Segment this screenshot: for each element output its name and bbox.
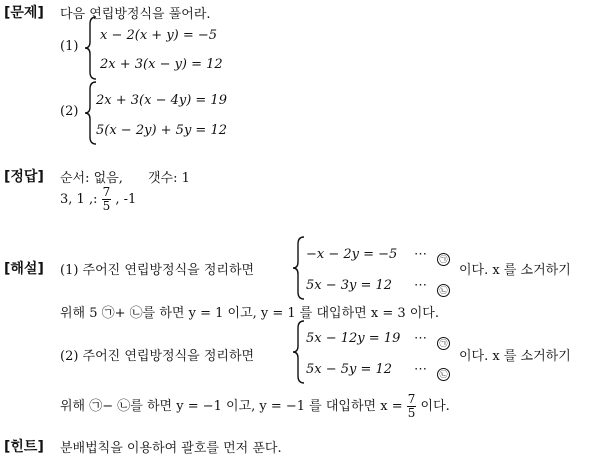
circled-1-icon: ㉠ [437,332,450,351]
explanation-part1-dots-2: ⋯ [414,278,427,293]
answer-fraction-denominator: 5 [102,199,111,213]
answer-label: [정답] [4,169,44,185]
explanation-part2-dots-1: ⋯ [414,331,427,346]
problem-item-2-number: (2) [60,104,79,119]
problem-item-1-equation-1: x − 2(x + y) = −5 [100,28,218,43]
explanation-label: [해설] [4,261,44,277]
answer-suffix: , -1 [115,192,137,207]
hint-text: 분배법칙을 이용하여 괄호를 먼저 푼다. [60,441,282,456]
explanation-part2-line2-suffix: 이다. [420,399,450,414]
left-brace-icon [84,16,98,80]
problem-item-1-equation-2: 2x + 3(x − y) = 12 [100,57,223,72]
circled-2-icon: ㉡ [437,279,450,298]
explanation-part2-intro: (2) 주어진 연립방정식을 정리하면 [60,349,255,364]
circled-2-icon: ㉡ [437,363,450,382]
explanation-part1-equation-2: 5x − 3y = 12 [306,278,393,293]
explanation-part1-line2: 위해 5 ㉠+ ㉡를 하면 y = 1 이고, y = 1 를 대입하면 x = 3 이다. [60,306,440,321]
hint-label: [힌트] [4,439,44,455]
answer-fraction [102,186,112,213]
left-brace-icon [292,236,306,300]
explanation-part2-after: 이다. x 를 소거하기 [459,349,571,364]
problem-label: [문제] [4,5,44,21]
answer-count: 갯수: 1 [148,171,190,186]
explanation-part1-after: 이다. x 를 소거하기 [459,263,571,278]
problem-item-2-equation-2: 5(x − 2y) + 5y = 12 [96,123,227,138]
explanation-part2-dots-2: ⋯ [414,362,427,377]
answer-order: 순서: 없음, [60,171,123,186]
circled-1-icon: ㉠ [437,248,450,267]
problem-item-1-number: (1) [60,39,79,54]
explanation-part1-equation-1: −x − 2y = −5 [306,247,398,262]
explanation-part2-line2 [60,393,450,420]
explanation-part2-equation-2: 5x − 5y = 12 [306,362,393,377]
left-brace-icon [292,320,306,384]
problem-item-2-equation-1: 2x + 3(x − 4y) = 19 [96,93,227,108]
answer-prefix: 3, 1 ,: [60,192,98,207]
explanation-part2-fraction-denominator: 5 [407,406,416,420]
problem-instruction: 다음 연립방정식을 풀어라. [60,7,211,22]
explanation-part1-dots-1: ⋯ [414,247,427,262]
explanation-part2-fraction-numerator: 7 [407,392,416,406]
explanation-part2-line2-prefix: 위해 ㉠− ㉡를 하면 y = −1 이고, y = −1 를 대입하면 x = [60,399,403,414]
explanation-part1-intro: (1) 주어진 연립방정식을 정리하면 [60,263,255,278]
explanation-part2-equation-1: 5x − 12y = 19 [306,331,401,346]
explanation-part2-fraction [407,393,417,420]
answer-fraction-numerator: 7 [102,185,111,199]
answer-values [60,186,136,213]
